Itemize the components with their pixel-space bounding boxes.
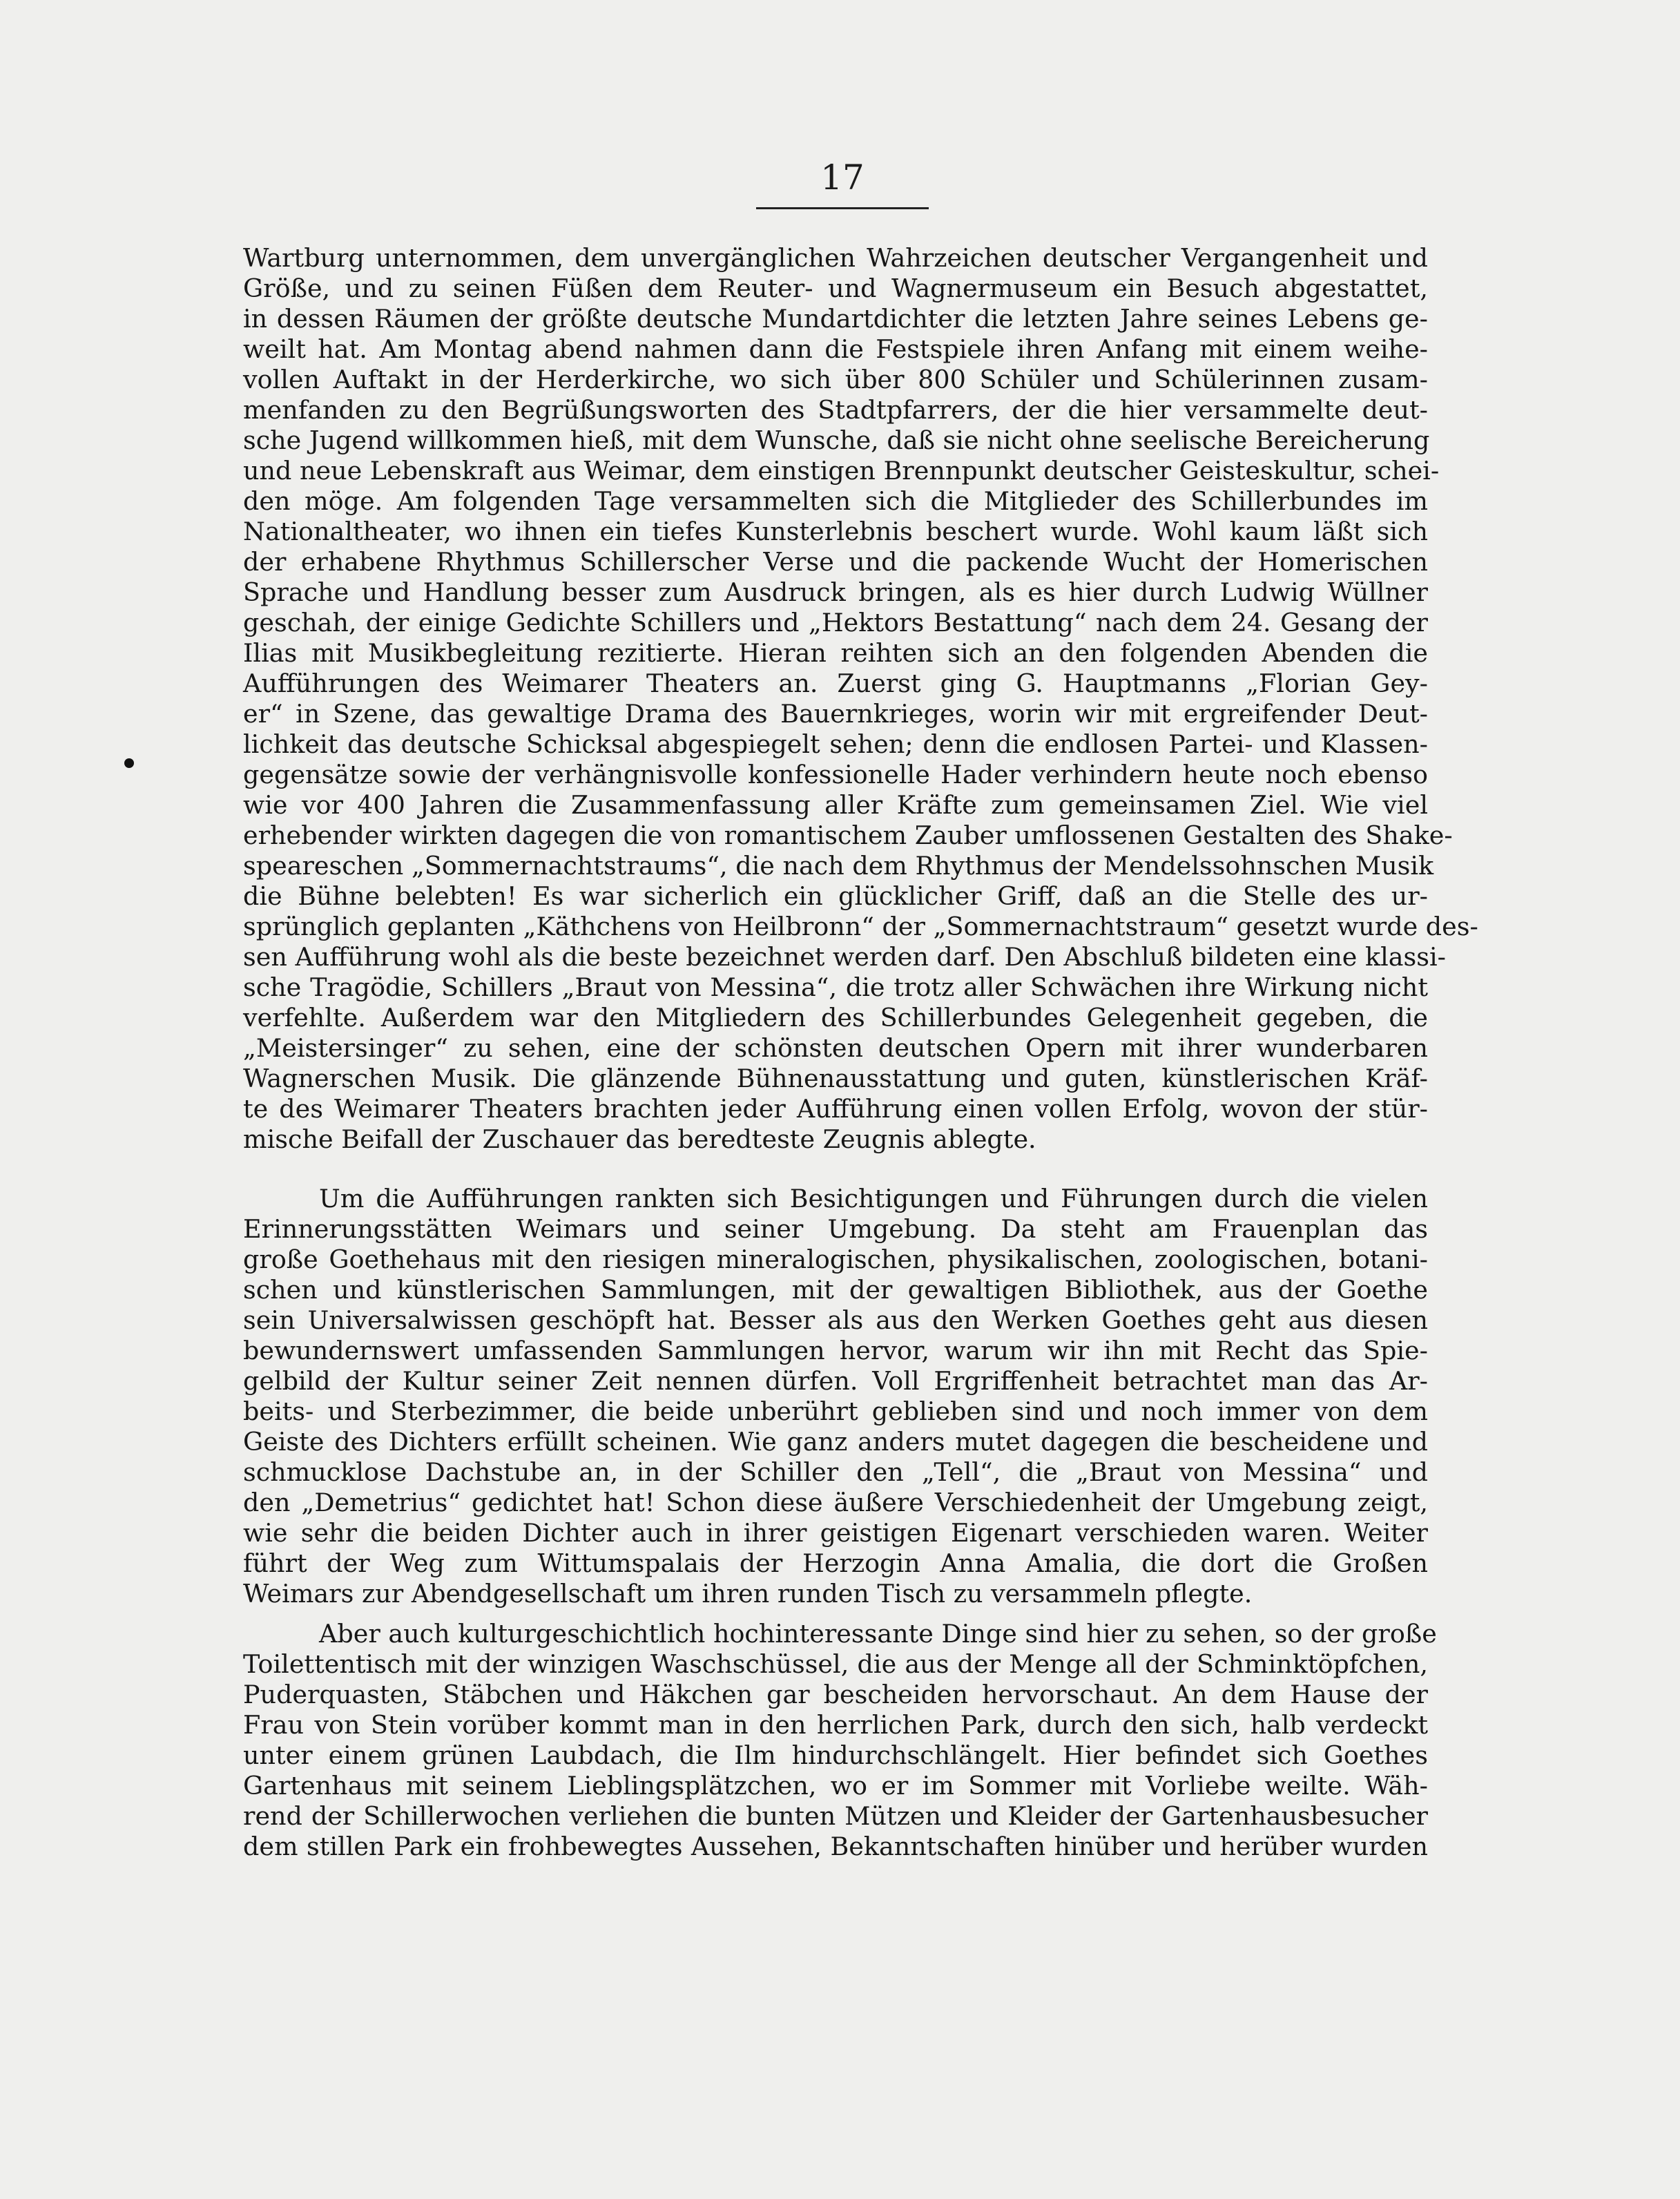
- text-line: wie sehr die beiden Dichter auch in ihrer geistigen Eigenart verschieden waren. Weiter: [243, 1518, 1428, 1548]
- text-line: den „Demetrius“ gedichtet hat! Schon diese äußere Verschiedenheit der Umgebung zeigt,: [243, 1488, 1428, 1517]
- text-line: die Bühne belebten! Es war sicherlich ein glücklicher Griff, daß an die Stelle des ur-: [243, 881, 1428, 911]
- text-line: Um die Aufführungen rankten sich Besichtigungen und Führungen durch die vielen: [319, 1184, 1428, 1213]
- paragraph-2: [243, 1184, 1428, 1609]
- text-line: Ilias mit Musikbegleitung rezitierte. Hieran reihten sich an den folgenden Abenden die: [243, 638, 1428, 668]
- text-line: den möge. Am folgenden Tage versammelten sich die Mitglieder des Schillerbundes im: [243, 486, 1428, 516]
- text-line: und neue Lebenskraft aus Weimar, dem einstigen Brennpunkt deutscher Geisteskultur, schei-: [243, 456, 1440, 486]
- text-line: weilt hat. Am Montag abend nahmen dann die Festspiele ihren Anfang mit einem weihe-: [243, 334, 1428, 364]
- text-line: dem stillen Park ein frohbewegtes Aussehen, Bekanntschaften hinüber und herüber wurden: [243, 1832, 1428, 1861]
- text-line: Nationaltheater, wo ihnen ein tiefes Kunsterlebnis beschert wurde. Wohl kaum läßt sich: [243, 517, 1428, 546]
- text-line: Sprache und Handlung besser zum Ausdruck bringen, als es hier durch Ludwig Wüllner: [243, 577, 1428, 607]
- text-line: er“ in Szene, das gewaltige Drama des Bauernkrieges, worin wir mit ergreifender Deut-: [243, 699, 1428, 729]
- text-line: gegensätze sowie der verhängnisvolle konfessionelle Hader verhindern heute noch ebenso: [243, 760, 1428, 789]
- text-line: Wagnerschen Musik. Die glänzende Bühnenausstattung und guten, künstlerischen Kräf-: [243, 1064, 1428, 1093]
- text-line: sen Aufführung wohl als die beste bezeichnet werden darf. Den Abschluß bildeten eine klassi-: [243, 942, 1447, 972]
- text-line: sein Universalwissen geschöpft hat. Besser als aus den Werken Goethes geht aus diesen: [243, 1305, 1428, 1335]
- text-line: lichkeit das deutsche Schicksal abgespiegelt sehen; denn die endlosen Partei- und Klassen-: [243, 729, 1428, 759]
- text-line: führt der Weg zum Wittumspalais der Herzogin Anna Amalia, die dort die Großen: [243, 1548, 1428, 1578]
- page-number: 17: [820, 157, 865, 198]
- text-line: in dessen Räumen der größte deutsche Mundartdichter die letzten Jahre seines Lebens ge-: [243, 304, 1428, 334]
- text-line: Weimars zur Abendgesellschaft um ihren runden Tisch zu versammeln pflegte.: [243, 1579, 1253, 1609]
- text-line: schen und künstlerischen Sammlungen, mit der gewaltigen Bibliothek, aus der Goethe: [243, 1275, 1428, 1305]
- text-line: große Goethehaus mit den riesigen mineralogischen, physikalischen, zoologischen, botani-: [243, 1245, 1428, 1274]
- paragraph-1: [243, 243, 1478, 1155]
- text-line: Gartenhaus mit seinem Lieblingsplätzchen, wo er im Sommer mit Vorliebe weilte. Wäh-: [243, 1771, 1428, 1801]
- text-line: Wartburg unternommen, dem unvergänglichen Wahrzeichen deutscher Vergangenheit und: [243, 243, 1428, 273]
- text-line: der erhabene Rhythmus Schillerscher Verse und die packende Wucht der Homerischen: [243, 547, 1428, 577]
- text-line: unter einem grünen Laubdach, die Ilm hindurchschlängelt. Hier befindet sich Goethes: [243, 1740, 1428, 1770]
- text-line: vollen Auftakt in der Herderkirche, wo sich über 800 Schüler und Schülerinnen zusam-: [243, 365, 1428, 394]
- page-number-underline: [756, 207, 929, 209]
- text-line: beits- und Sterbezimmer, die beide unberührt geblieben sind und noch immer von dem: [243, 1396, 1428, 1426]
- text-line: sche Jugend willkommen hieß, mit dem Wunsche, daß sie nicht ohne seelische Bereicherung: [243, 425, 1430, 455]
- text-line: menfanden zu den Begrüßungsworten des Stadtpfarrers, der die hier versammelte deut-: [243, 395, 1428, 425]
- text-line: Erinnerungsstätten Weimars und seiner Umgebung. Da steht am Frauenplan das: [243, 1214, 1428, 1244]
- text-line: speareschen „Sommernachtstraums“, die nach dem Rhythmus der Mendelssohnschen Musik: [243, 851, 1434, 881]
- text-line: sche Tragödie, Schillers „Braut von Messina“, die trotz aller Schwächen ihre Wirkung nicht: [243, 972, 1428, 1002]
- text-line: sprünglich geplanten „Käthchens von Heilbronn“ der „Sommernachtstraum“ gesetzt wurde des-: [243, 912, 1478, 941]
- margin-ink-spot: [124, 758, 134, 768]
- paragraph-3: [243, 1619, 1437, 1862]
- text-line: Toilettentisch mit der winzigen Waschschüssel, die aus der Menge all der Schminktöpfchen,: [243, 1649, 1428, 1679]
- text-line: Geiste des Dichters erfüllt scheinen. Wie ganz anders mutet dagegen die bescheidene und: [243, 1427, 1428, 1457]
- text-line: bewundernswert umfassenden Sammlungen hervor, warum wir ihn mit Recht das Spie-: [243, 1336, 1428, 1365]
- text-line: Puderquasten, Stäbchen und Häkchen gar bescheiden hervorschaut. An dem Hause der: [243, 1680, 1428, 1709]
- text-line: Frau von Stein vorüber kommt man in den herrlichen Park, durch den sich, halb verdeckt: [243, 1710, 1428, 1740]
- text-line: Größe, und zu seinen Füßen dem Reuter- und Wagnermuseum ein Besuch abgestattet,: [243, 273, 1428, 303]
- body-text: [243, 243, 1478, 1862]
- text-line: verfehlte. Außerdem war den Mitgliedern des Schillerbundes Gelegenheit gegeben, die: [243, 1003, 1428, 1033]
- text-line: mische Beifall der Zuschauer das beredteste Zeugnis ablegte.: [243, 1124, 1036, 1154]
- text-line: Aber auch kulturgeschichtlich hochinteressante Dinge sind hier zu sehen, so der große: [319, 1619, 1437, 1649]
- text-line: schmucklose Dachstube an, in der Schiller den „Tell“, die „Braut von Messina“ und: [243, 1457, 1428, 1487]
- text-line: gelbild der Kultur seiner Zeit nennen dürfen. Voll Ergriffenheit betrachtet man das Ar-: [243, 1366, 1428, 1396]
- text-line: „Meistersinger“ zu sehen, eine der schönsten deutschen Opern mit ihrer wunderbaren: [243, 1033, 1428, 1063]
- text-line: erhebender wirkten dagegen die von romantischem Zauber umflossenen Gestalten des Shake-: [243, 820, 1453, 850]
- text-line: te des Weimarer Theaters brachten jeder Aufführung einen vollen Erfolg, wovon der stür-: [243, 1094, 1428, 1124]
- text-line: wie vor 400 Jahren die Zusammenfassung aller Kräfte zum gemeinsamen Ziel. Wie viel: [243, 790, 1428, 820]
- text-line: geschah, der einige Gedichte Schillers und „Hektors Bestattung“ nach dem 24. Gesang der: [243, 608, 1428, 637]
- text-line: Aufführungen des Weimarer Theaters an. Zuerst ging G. Hauptmanns „Florian Gey-: [243, 669, 1428, 698]
- text-line: rend der Schillerwochen verliehen die bunten Mützen und Kleider der Gartenhausbesucher: [243, 1801, 1428, 1831]
